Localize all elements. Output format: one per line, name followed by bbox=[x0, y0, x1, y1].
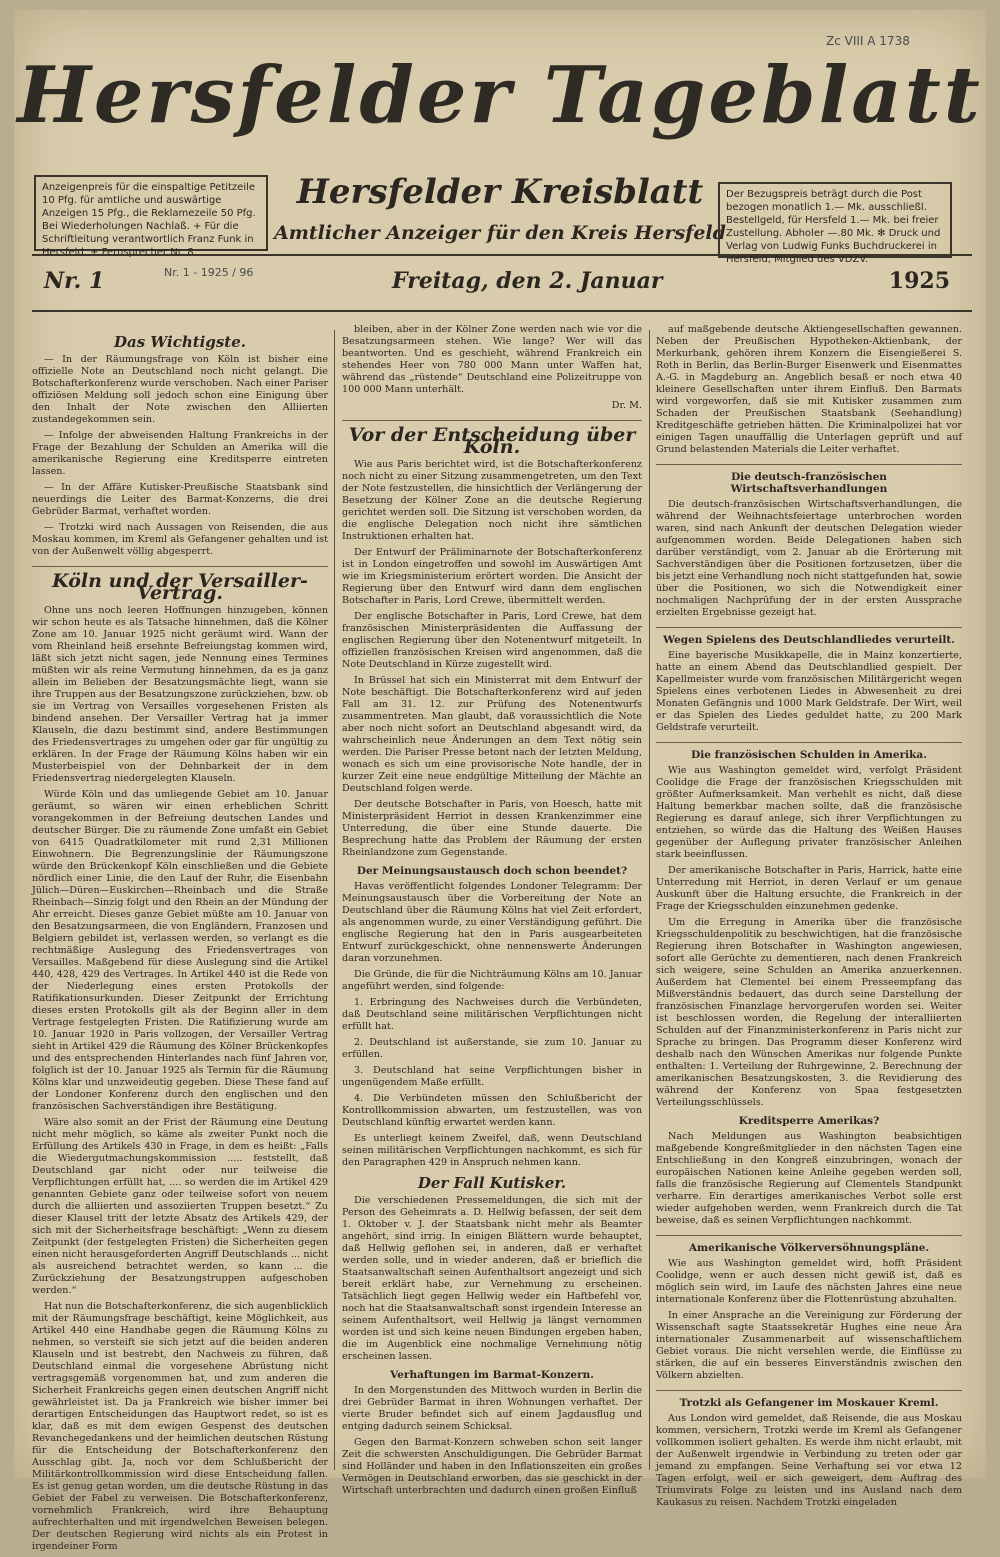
paragraph: 4. Die Verbündeten müssen den Schlußbericht der Kontrollkommission abwarten, um festzustellen, was von Deutschland künftig erwartet werden kann. bbox=[342, 1093, 642, 1128]
column-2 bbox=[342, 324, 642, 1501]
column-3 bbox=[656, 324, 962, 1513]
article-heading: Vor der Entscheidung über Köln. bbox=[348, 424, 636, 458]
paragraph: Gegen den Barmat-Konzern schweben schon seit langer Zeit die schwersten Anschuldigungen. Die Gebrüder Barmat sind Holländer und haben in den Inflationszeiten ein großes Vermögen in Deutschland erworben, das sie geschickt in der Wirtschaft unterbrachten und dadurch einen großen Einfluß bbox=[342, 1437, 642, 1496]
paragraph: — Trotzki wird nach Aussagen von Reisenden, die aus Moskau kommen, im Kreml als Gefangener gehalten und ist von der Außenwelt völlig abgesperrt. bbox=[32, 522, 328, 557]
article-heading: Trotzki als Gefangener im Moskauer Kreml. bbox=[679, 1397, 939, 1409]
paragraph: In den Morgenstunden des Mittwoch wurden in Berlin die drei Gebrüder Barmat in ihren Wohnungen verhaftet. Der vierte Bruder befindet sich auf einem Jagdausflug und entging dadurch seinem Schicksal. bbox=[342, 1385, 642, 1432]
paragraph: Wäre also somit an der Frist der Räumung eine Deutung nicht mehr möglich, so käme als zweiter Punkt noch die Erfüllung des Artikels 430 in Frage, in dem es heißt: „Falls die Wiedergutmachungskommission ..... feststellt, daß Deutschland gar nicht oder nur teilweise die Verpflichtungen erfüllt hat, .... so werden die im Artikel 429 genannten Gebiete ganz oder teilweise sofort von neuem durch die alliierten und assoziierten Truppen besetzt.“ Zu dieser Klausel tritt der letzte Absatz des Artikels 429, der sich mit der Sicherheitsfrage beschäftigt: „Wenn zu diesem Zeitpunkt (der festgelegten Fristen) die Sicherheiten gegen einen nicht herausgeforderten Angriff Deutschlands ... nicht als ausreichend betrachtet werden, so kann ... die Zurückziehung der Besatzungstruppen aufgeschoben werden.“ bbox=[32, 1117, 328, 1296]
paragraph: Der Entwurf der Präliminarnote der Botschafterkonferenz ist in London eingetroffen und sowohl im Auswärtigen Amt wie im Kriegsministerium erörtert worden. Die Ansicht der Regierung über den Entwurf wird dann dem englischen Botschafter in Paris, Lord Crewe, übermittelt werden. bbox=[342, 547, 642, 606]
article-heading: Wegen Spielens des Deutschlandliedes verurteilt. bbox=[663, 634, 955, 646]
paragraph: Havas veröffentlicht folgendes Londoner Telegramm: Der Meinungsaustausch über die Vorbereitung der Note an Deutschland über die Räumung Kölns hat viel Zeit erfordert, als angenommen wurde, zu einer Verständigung geführt. Die englische Regierung hat den in Paris ausgearbeiteten Entwurf zurückgeschickt, ohne nennenswerte Änderungen daran vorzunehmen. bbox=[342, 881, 642, 964]
paragraph: Die Gründe, die für die Nichträumung Kölns am 10. Januar angeführt werden, sind folgende: bbox=[342, 969, 642, 992]
masthead-subtitle: Hersfelder Kreisblatt bbox=[296, 172, 704, 212]
paragraph: 2. Deutschland ist außerstande, sie zum 10. Januar zu erfüllen. bbox=[342, 1037, 642, 1060]
newspaper-page bbox=[14, 10, 986, 1552]
subscription-box: Der Bezugspreis beträgt durch die Post bezogen monatlich 1.— Mk. ausschließl. Bestellgeld, für Hersfeld 1.— Mk. bei freier Zustellung. Abholer —.80 Mk. ✻ Druck und Verlag von Ludwig Funks Buchdruckerei in Hersfeld, Mitglied des VDZV. bbox=[718, 182, 952, 258]
sub-heading: Der Meinungsaustausch doch schon beendet? bbox=[356, 865, 628, 877]
paragraph: — In der Affäre Kutisker-Preußische Staatsbank sind neuerdings die Leiter des Barmat-Konzerns, die drei Gebrüder Barmat, verhaftet worden. bbox=[32, 482, 328, 517]
paragraph: Aus London wird gemeldet, daß Reisende, die aus Moskau kommen, versichern, Trotzki werde im Kreml als Gefangener vollkommen isoliert gehalten. Es werde ihm nicht erlaubt, mit der Außenwelt irgendwie in Verbindung zu treten oder gar jemand zu empfangen. Seine Verhaftung sei vor etwa 12 Tagen erfolgt, weil er sich geweigert, dem Auftrag des Triumvirats Folge zu leisten und ins Ausland nach dem Kaukasus zu reisen. Nachdem Trotzki eingeladen bbox=[656, 1413, 962, 1508]
column-rule bbox=[649, 330, 650, 1470]
paragraph: — Infolge der abweisenden Haltung Frankreichs in der Frage der Bezahlung der Schulden an Amerika will die amerikanische Regierung eine Kreditsperre eintreten lassen. bbox=[32, 430, 328, 477]
paragraph: Wie aus Washington gemeldet wird, verfolgt Präsident Coolidge die Frage der französischen Kriegsschulden mit größter Aufmerksamkeit. Man verhehlt es nicht, daß diese Haltung bemerkbar machen sollte, daß die französische Regierung es darauf anlege, sich ihrer Verpflichtungen zu entziehen, so würde das die Haltung des Weißen Hauses gegenüber der Auflegung privater französischer Anleihen stark beeinflussen. bbox=[656, 765, 962, 860]
article-heading: Amerikanische Völkerversöhnungspläne. bbox=[688, 1242, 930, 1254]
paragraph: Eine bayerische Musikkapelle, die in Mainz konzertierte, hatte an einem Abend das Deutschlandlied gespielt. Der Kapellmeister wurde vom französischen Militärgericht wegen Spielens eines verbotenen Liedes in Abwesenheit zu drei Monaten Gefängnis und 1000 Mark Geldstrafe. Der Wirt, weil er das Spielen des Liedes geduldet hatte, zu 200 Mark Geldstrafe verurteilt. bbox=[656, 650, 962, 733]
paragraph: bleiben, aber in der Kölner Zone werden nach wie vor die Besatzungsarmeen stehen. Wie lange? Wer will das beantworten. Und es geschieht, während Frankreich ein stehendes Heer von 780 000 Mann unter Waffen hat, während das „rüstende“ Deutschland eine Polizeitruppe von 100 000 Mann unterhält. bbox=[342, 324, 642, 395]
article-heading: Das Wichtigste. bbox=[114, 333, 246, 351]
divider bbox=[342, 420, 642, 421]
divider bbox=[656, 627, 962, 628]
paragraph: Würde Köln und das umliegende Gebiet am 10. Januar geräumt, so wären wir einen erheblichen Schritt vorangekommen in der Befreiung deutschen Landes und deutscher Bürger. Die zu räumende Zone umfaßt ein Gebiet von 6415 Quadratkilometer mit rund 2,31 Millionen Einwohnern. Die Begrenzungslinie der Räumungszone würde den Brückenkopf Köln einschließen und die Gebiete nördlich einer Linie, die den Lauf der Ruhr, die Eisenbahn Jülich—Düren—Euskirchen—Rheinbach und die Straße Rheinbach—Sinzig folgt und den Rhein an der Mündung der Ahr erreicht. Dieses ganze Gebiet müßte am 10. Januar von den Besatzungsarmeen, die von Engländern, Franzosen und Belgiern gebildet ist, verlassen werden, so verlangt es die rechtmäßige Auslegung des Friedensvertrages von Versailles. Maßgebend für diese Auslegung sind die Artikel 440, 428, 429 des Vertrages. In Artikel 440 ist die Rede von der Niederlegung eines ersten Protokolls der Ratifikationsurkunden. Dieser Zeitpunkt der Errichtung dieses ersten Protokolls gilt als der Beginn aller in dem Vertrage festgelegten Fristen. Die Ratifizierung wurde am 10. Januar 1920 in Paris vollzogen, der Versailler Vertrag sieht in Artikel 429 die Räumung des Kölner Brückenkopfes und des entsprechenden Hinterlandes nach fünf Jahren vor, folglich ist der 10. Januar 1925 als Termin für die Räumung Kölns klar und unzweideutig gegeben. Diese These fand auf der Londoner Konferenz durch den englischen und den französischen Sachverständigen ihre Bestätigung. bbox=[32, 789, 328, 1112]
paragraph: Es unterliegt keinem Zweifel, daß, wenn Deutschland seinen militärischen Verpflichtungen nachkommt, es sich für den Paragraphen 429 in Anspruch nehmen kann. bbox=[342, 1133, 642, 1168]
dateline bbox=[32, 254, 972, 312]
author-signature: Dr. M. bbox=[611, 400, 642, 411]
paragraph: Die verschiedenen Pressemeldungen, die sich mit der Person des Geheimrats a. D. Hellwig befassen, der seit dem 1. Oktober v. J. der Staatsbank nicht mehr als Beamter angehört, sind irrig. In einigen Blättern wurde behauptet, daß Hellwig geflohen sei, in anderen, daß er verhaftet werden solle, und in wieder anderen, daß er brieflich die Staatsanwaltschaft seinen Aufenthaltsort angezeigt und sich bereit erklärt habe, zur Vernehmung zu erscheinen. Tatsächlich liegt gegen Hellwig weder ein Haftbefehl vor, noch hat die Staatsanwaltschaft sonst irgendein Interesse an seinem Aufenthaltsort, weil Hellwig ja längst vernommen worden ist und sich keine neuen Bindungen ergeben haben, die im Augenblick eine nochmalige Vernehmung nötig erscheinen lassen. bbox=[342, 1195, 642, 1362]
archive-signature: Zc VIII A 1738 bbox=[826, 34, 910, 48]
paragraph: Hat nun die Botschafterkonferenz, die sich augenblicklich mit der Räumungsfrage beschäftigt, keine Möglichkeit, aus Artikel 440 eine Handhabe gegen die Räumung Kölns zu nehmen, so versteift sie sich jetzt auf die beiden anderen Klauseln und ist bestrebt, den Nachweis zu führen, daß Deutschland einmal die vorgesehene Abrüstung nicht vertragsgemäß vorgenommen hat, und zum anderen die Sicherheit Frankreichs gegen einen deutschen Angriff nicht gewährleistet ist. Da ja Frankreich wie bisher immer bei derartigen Entscheidungen das Hauptwort redet, so ist es klar, daß es mit dem ewigen Gespenst des deutschen Revanchegedankens und der heimlichen deutschen Rüstung für die Entscheidung der Botschafterkonferenz den Ausschlag gibt. Ja, noch vor dem Schlußbericht der Militärkontrollkommission wird diese Entscheidung fallen. Es ist genug getan worden, um die deutsche Rüstung in das Gebiet der Fabel zu verweisen. Die Botschafterkonferenz, vornehmlich Frankreich, wird ihre Behauptung aufrechterhalten und mit irgendwelchen Beweisen belegen. Der deutschen Regierung wird nichts als ein Protest in irgendeiner Form bbox=[32, 1301, 328, 1552]
paragraph: Wie aus Washington gemeldet wird, hofft Präsident Coolidge, wenn er auch dessen nicht gewiß ist, daß es möglich sein wird, im Laufe des nächsten Jahres eine neue internationale Konferenz über die Flottenrüstung abzuhalten. bbox=[656, 1258, 962, 1305]
ad-price-box: Anzeigenpreis für die einspaltige Petitzeile 10 Pfg. für amtliche und auswärtige Anzeigen 15 Pfg., die Reklamezeile 50 Pfg. Bei Wiederholungen Nachlaß. + Für die Schriftleitung verantwortlich Franz Funk in Hersfeld. + Fernsprecher Nr. 8. bbox=[34, 175, 268, 251]
paragraph: 1. Erbringung des Nachweises durch die Verbündeten, daß Deutschland seine militärischen Verpflichtungen nicht erfüllt hat. bbox=[342, 997, 642, 1032]
issue-number: Nr. 1 bbox=[44, 268, 105, 294]
divider bbox=[656, 742, 962, 743]
article-heading: Der Fall Kutisker. bbox=[417, 1174, 567, 1192]
divider bbox=[656, 1235, 962, 1236]
article-heading: Die deutsch-französischen Wirtschaftsverhandlungen bbox=[730, 471, 888, 495]
masthead-title: Hersfelder Tageblatt bbox=[17, 50, 983, 141]
article-heading: Die französischen Schulden in Amerika. bbox=[691, 749, 927, 761]
handwritten-note: Nr. 1 - 1925 / 96 bbox=[164, 266, 254, 279]
divider bbox=[656, 464, 962, 465]
column-rule bbox=[334, 330, 335, 1470]
paragraph: auf maßgebende deutsche Aktiengesellschaften gewannen. Neben der Preußischen Hypotheken-Aktienbank, der Merkurbank, gehören ihrem Konzern die Eisengießerei S. Roth in Berlin, das Berlin-Burger Eisenwerk und Eisenmattes A.-G. in Magdeburg an. Angeblich besaß er noch etwa 40 kleinere Gesellschaften unter ihrem Einfluß. Den Barmats wird vorgeworfen, daß sie mit Kutisker zusammen zum Schaden der Preußischen Staatsbank (Seehandlung) Kreditgeschäfte getrieben hätten. Die Kriminalpolizei hat vor einigen Tagen unauffällig die Unterlagen geprüft und auf Grund belastenden Materials die Leiter verhaftet. bbox=[656, 324, 962, 455]
paragraph: 3. Deutschland hat seine Verpflichtungen bisher in ungenügendem Maße erfüllt. bbox=[342, 1065, 642, 1088]
paragraph: Wie aus Paris berichtet wird, ist die Botschafterkonferenz noch nicht zu einer Sitzung zusammengetreten, um den Text der Note festzustellen, die hinsichtlich der Verlängerung der Besetzung der Kölner Zone an die deutsche Regierung gerichtet werden soll. Die Sitzung ist verschoben worden, da die englische Delegation noch nicht ihre sämtlichen Instruktionen erhalten hat. bbox=[342, 459, 642, 542]
divider bbox=[32, 566, 328, 567]
paragraph: Nach Meldungen aus Washington beabsichtigen maßgebende Kongreßmitglieder in den nächsten Tagen eine Entschließung in den Kongreß einzubringen, wonach der europäischen Nationen keine Anleihe gegeben werden soll, falls die französische Regierung auf Clementels Standpunkt verharre. Ein derartiges amerikanisches Verbot solle erst wieder aufgehoben werden, wenn Frankreich durch die Tat beweise, daß es seinen Verpflichtungen nachkommt. bbox=[656, 1131, 962, 1226]
paragraph: Der amerikanische Botschafter in Paris, Harrick, hatte eine Unterredung mit Herriot, in deren Verlauf er um genaue Auskunft über die Haltung ersuchte, die Frankreich in der Frage der Kriegsschulden einzunehmen gedenke. bbox=[656, 865, 962, 912]
sub-heading: Verhaftungen im Barmat-Konzern. bbox=[390, 1369, 594, 1381]
paragraph: Ohne uns noch leeren Hoffnungen hinzugeben, können wir schon heute es als Tatsache hinnehmen, daß die Kölner Zone am 10. Januar 1925 nicht geräumt wird. Wann der vom Rheinland heiß ersehnte Befreiungstag kommen wird, läßt sich jetzt nicht sagen, jede Nennung eines Termines müßten wir als reine Vermutung hinnehmen, da es ja ganz allein im Belieben der Besatzungsmächte liegt, wann sie ihre Truppen aus der Besatzungszone zurückziehen, bzw. ob sie im Vertrag von Versailles vorgesehenen Fristen als bindend ansehen. Der Versailler Vertrag hat ja immer Klauseln, die dazu bestimmt sind, andere Bestimmungen des Friedensvertrages zu umgehen oder gar für ungültig zu erklären. In der Frage der Räumung Kölns haben wir ein Musterbeispiel von der Dehnbarkeit der in dem Friedensvertrag niedergelegten Klauseln. bbox=[32, 605, 328, 784]
masthead-tagline: Amtlicher Anzeiger für den Kreis Hersfeld bbox=[274, 222, 726, 244]
article-heading: Kreditsperre Amerikas? bbox=[738, 1115, 880, 1127]
issue-year: 1925 bbox=[888, 268, 950, 294]
paragraph: Der englische Botschafter in Paris, Lord Crewe, hat dem französischen Ministerpräsidenten die Auffassung der englischen Regierung über den Notenentwurf mitgeteilt. In offiziellen französischen Kreisen wird angenommen, daß die Note Deutschland in Kürze zugestellt wird. bbox=[342, 611, 642, 670]
issue-date: Freitag, den 2. Januar bbox=[392, 268, 663, 294]
paragraph: — In der Räumungsfrage von Köln ist bisher eine offizielle Note an Deutschland noch nicht gelangt. Die Botschafterkonferenz wurde verschoben. Nach einer Pariser offiziösen Meldung soll jedoch schon eine Einigung über den Inhalt der Note zwischen den Alliierten zustandegekommen sein. bbox=[32, 354, 328, 425]
paragraph: Um die Erregung in Amerika über die französische Kriegsschuldenpolitik zu beschwichtigen, hat die französische Regierung ihren Botschafter in Washington angewiesen, sofort alle Gerüchte zu dementieren, nach denen Frankreich sich weigere, seine Schulden an Amerika anzuerkennen. Außerdem hat Clementel bei einem Presseempfang das Mißverständnis bedauert, das durch seine Darstellung der französischen Finanzlage hervorgerufen worden sei. Weiter ist beschlossen worden, die Regelung der interalliierten Schulden auf der Finanzministerkonferenz in Paris nicht zur Sprache zu bringen. Das Programm dieser Konferenz wird deshalb nach den Wünschen Amerikas nur folgende Punkte enthalten: 1. Verteilung der Ruhrgewinne, 2. Berechnung der amerikanischen Besatzungskosten, 3. die Revidierung des während der Konferenz von Spaa festgesetzten Verteilungsschlüssels. bbox=[656, 917, 962, 1108]
column-1 bbox=[32, 328, 328, 1557]
article-heading: Köln und der Versailler-Vertrag. bbox=[52, 570, 308, 604]
paragraph: In Brüssel hat sich ein Ministerrat mit dem Entwurf der Note beschäftigt. Die Botschafterkonferenz wird auf jeden Fall am 31. 12. zur Prüfung des Notenentwurfs zusammentreten. Man glaubt, daß voraussichtlich die Note aber noch nicht sofort an Deutschland abgesandt wird, da wahrscheinlich neue Änderungen an dem Text nötig sein werden. Die Pariser Presse betont nach der letzten Meldung, wonach es sich um eine provisorische Note handle, der in kurzer Zeit eine neue endgültige Mitteilung der Mächte an Deutschland folgen werde. bbox=[342, 675, 642, 794]
paragraph: Die deutsch-französischen Wirtschaftsverhandlungen, die während der Weihnachtsfeiertage unterbrochen worden waren, sind nach Ankunft der deutschen Delegation wieder aufgenommen worden. Beide Delegationen haben sich darüber verständigt, vom 2. Januar ab die Erörterung mit Sachverständigen über die Positionen fortzusetzen, über die bis jetzt eine Verhandlung noch nicht stattgefunden hat, sowie über die Positionen, wo sich die Notwendigkeit einer nochmaligen Nachprüfung der in der ersten Aussprache erzielten Ergebnisse gezeigt hat. bbox=[656, 499, 962, 618]
paragraph: Der deutsche Botschafter in Paris, von Hoesch, hatte mit Ministerpräsident Herriot in dessen Krankenzimmer eine Unterredung, die über eine Stunde dauerte. Die Besprechung hatte das Problem der Räumung der ersten Rheinlandzone zum Gegenstande. bbox=[342, 799, 642, 858]
divider bbox=[656, 1390, 962, 1391]
paragraph: In einer Ansprache an die Vereinigung zur Förderung der Wissenschaft sagte Staatssekretär Hughes eine neue Ära internationaler Zusammenarbeit auf wissenschaftlichem Gebiet voraus. Die nicht versehlen werde, die Einflüsse zu stärken, die auf ein besseres Einverständnis zwischen den Völkern abzielten. bbox=[656, 1310, 962, 1381]
